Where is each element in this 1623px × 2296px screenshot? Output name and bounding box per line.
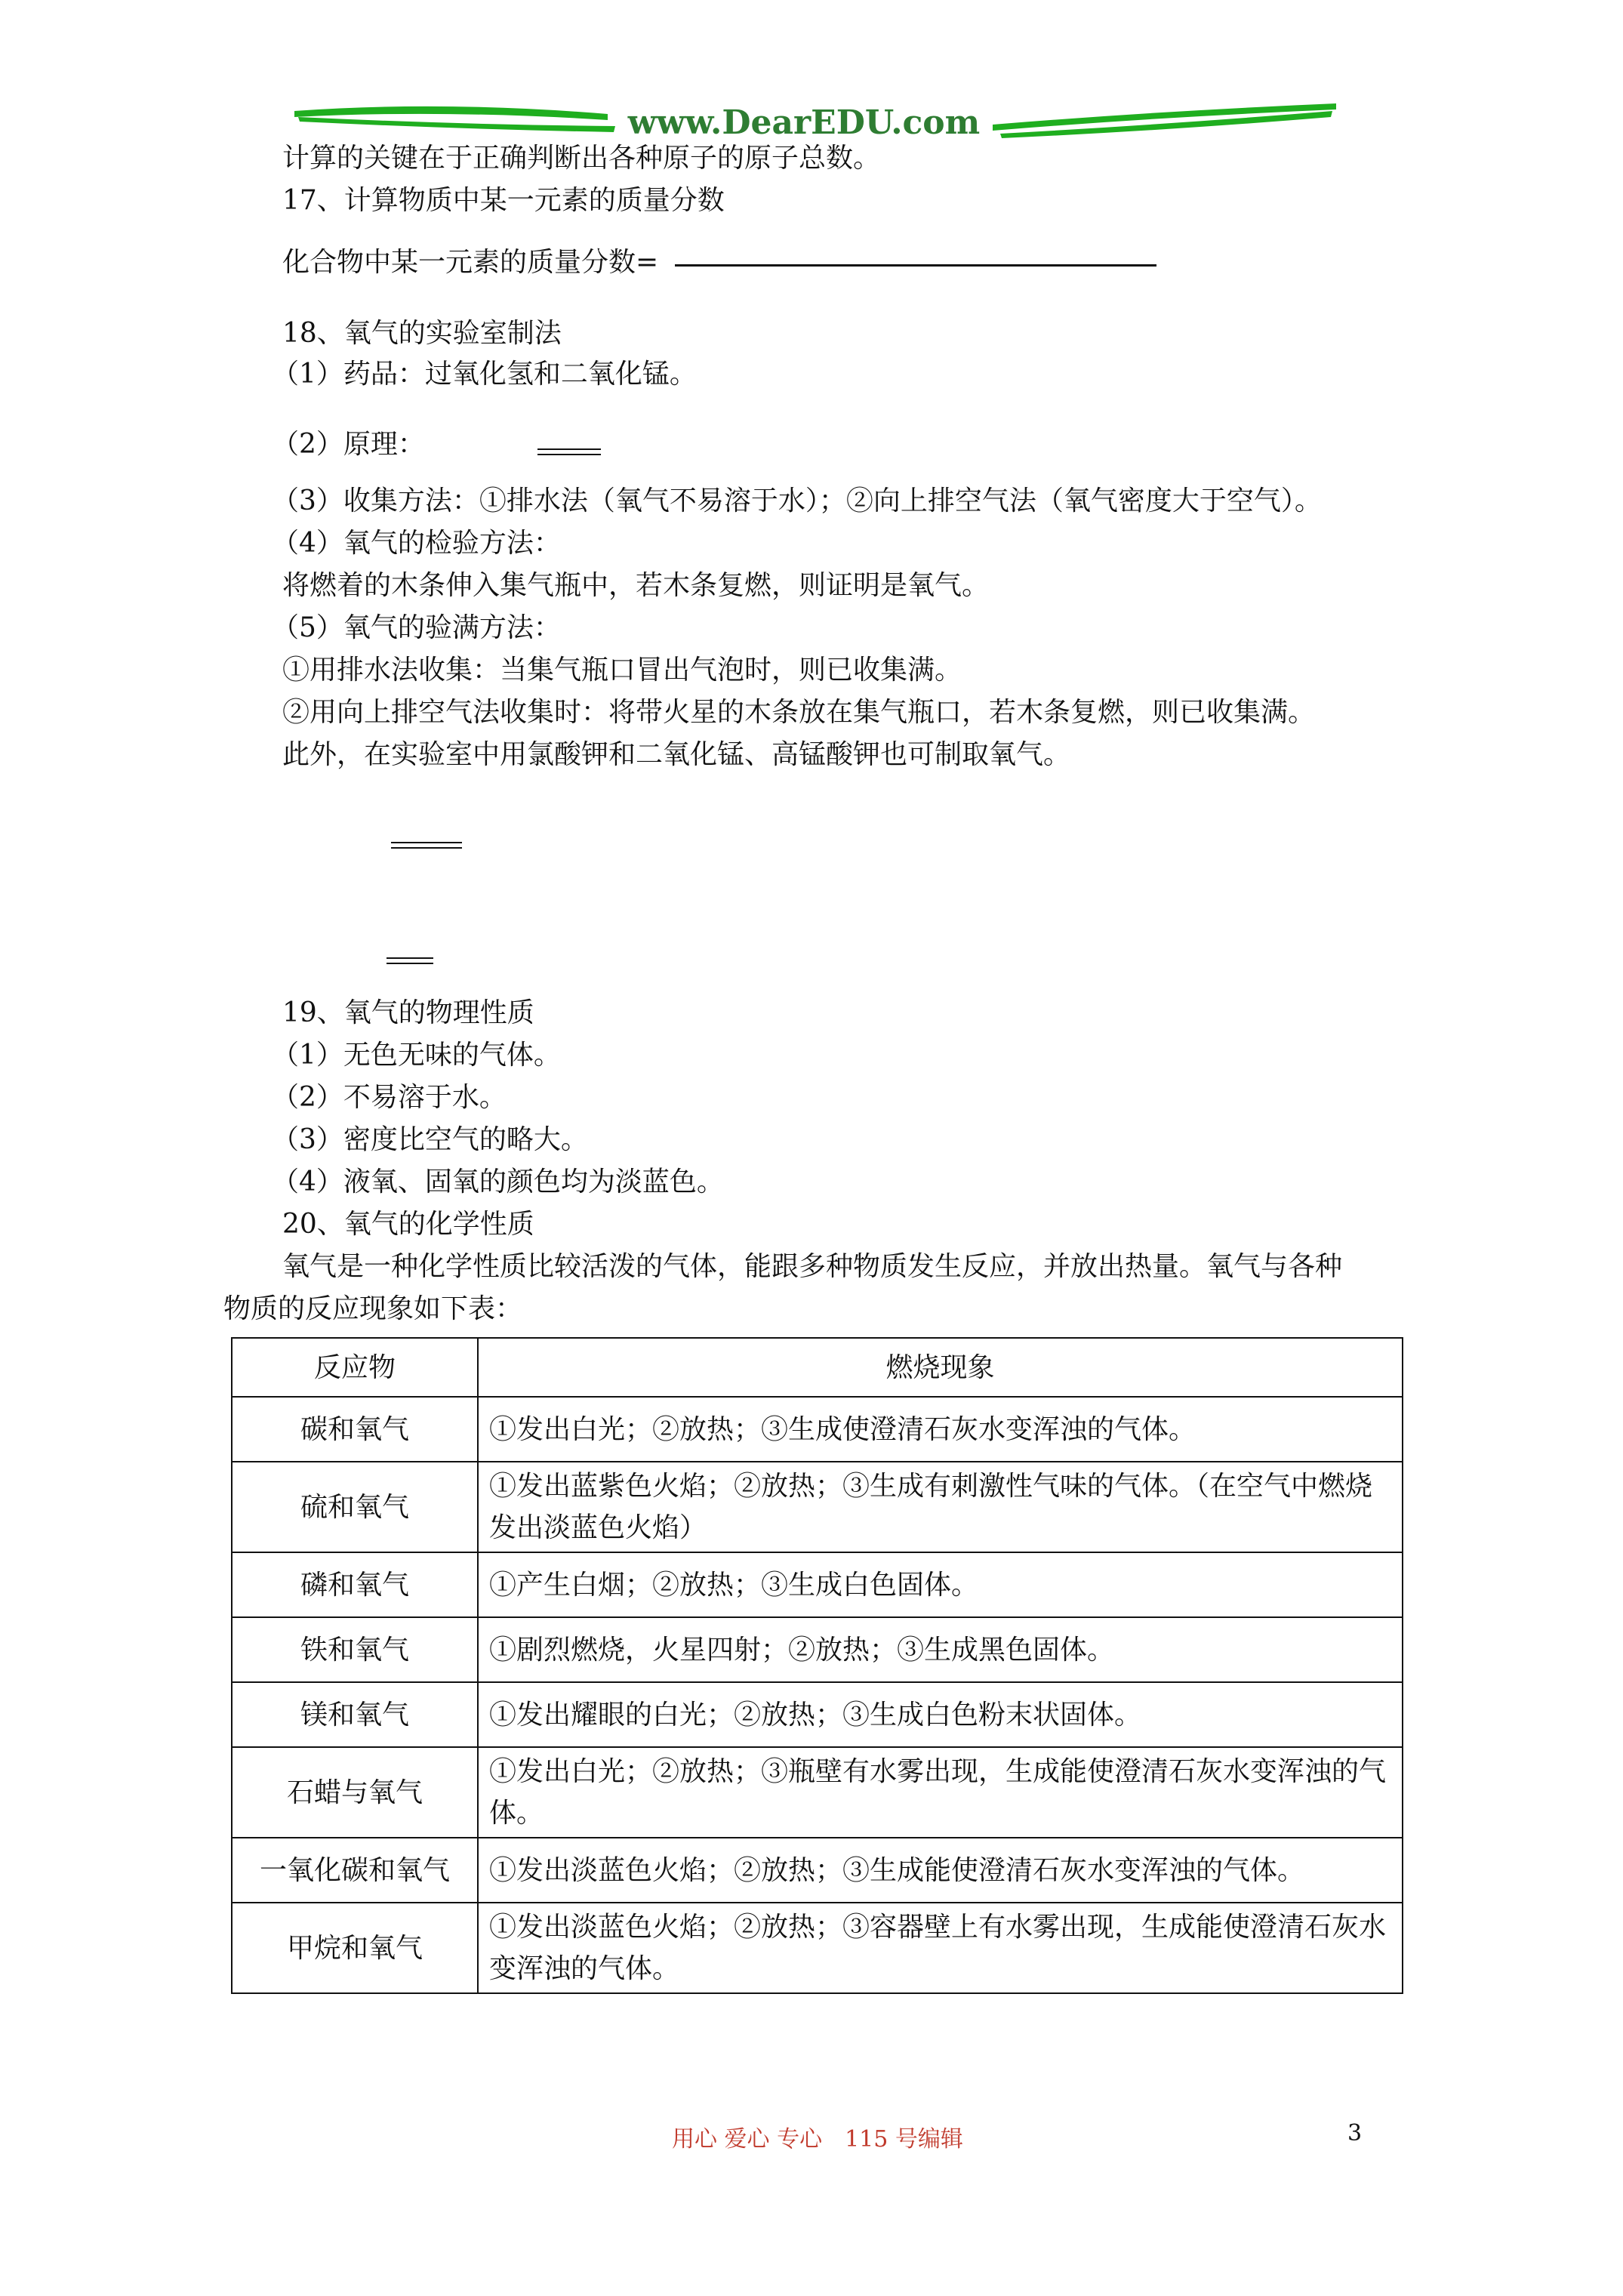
text-line: 氧气是一种化学性质比较活泼的气体，能跟多种物质发生反应，并放出热量。氧气与各种 [282, 1251, 1343, 1282]
section-heading-20: 20、氧气的化学性质 [282, 1209, 534, 1240]
text-line: （4）氧气的检验方法： [272, 528, 561, 559]
reactant-cell: 镁和氧气 [232, 1682, 478, 1747]
reaction-arrow [391, 842, 462, 849]
section-heading-18: 18、氧气的实验室制法 [282, 318, 562, 349]
site-name: www.DearEDU.com [627, 103, 981, 142]
reaction-arrow [537, 448, 601, 455]
table-row [232, 1617, 1403, 1682]
phenomenon-cell: ①发出白光；②放热；③瓶壁有水雾出现，生成能使澄清石灰水变浑浊的气体。 [478, 1747, 1403, 1838]
table-row [232, 1462, 1403, 1552]
text-line: （4）液氧、固氧的颜色均为淡蓝色。 [272, 1166, 724, 1197]
text-line: ①用排水法收集：当集气瓶口冒出气泡时，则已收集满。 [282, 655, 962, 686]
table-row [232, 1682, 1403, 1747]
table-header-row [232, 1338, 1403, 1397]
section-heading-17: 17、计算物质中某一元素的质量分数 [282, 185, 725, 216]
table-row [232, 1747, 1403, 1838]
table-row [232, 1838, 1403, 1903]
reaction-arrow [387, 957, 433, 964]
text-line: 此外，在实验室中用氯酸钾和二氧化锰、高锰酸钾也可制取氧气。 [282, 739, 1071, 770]
phenomenon-cell: ①发出淡蓝色火焰；②放热；③容器壁上有水雾出现，生成能使澄清石灰水变浑浊的气体。 [478, 1903, 1403, 1993]
reactant-cell: 碳和氧气 [232, 1397, 478, 1462]
text-line: ②用向上排空气法收集时：将带火星的木条放在集气瓶口，若木条复燃，则已收集满。 [282, 697, 1316, 728]
text-line: （2）不易溶于水。 [272, 1082, 507, 1113]
text-line: （2）原理： [272, 429, 425, 460]
reactant-cell: 甲烷和氧气 [232, 1903, 478, 1993]
section-heading-19: 19、氧气的物理性质 [282, 997, 534, 1028]
phenomenon-cell: ①发出耀眼的白光；②放热；③生成白色粉末状固体。 [478, 1682, 1403, 1747]
formula-line: 化合物中某一元素的质量分数= [282, 247, 659, 278]
reaction-phenomena-table [231, 1337, 1403, 1994]
table-row [232, 1552, 1403, 1617]
reactant-cell: 硫和氧气 [232, 1462, 478, 1552]
phenomenon-cell: ①发出蓝紫色火焰；②放热；③生成有刺激性气味的气体。（在空气中燃烧发出淡蓝色火焰） [478, 1462, 1403, 1552]
reactant-cell: 石蜡与氧气 [232, 1747, 478, 1838]
table-row [232, 1903, 1403, 1993]
text-line: （3）密度比空气的略大。 [272, 1124, 588, 1155]
text-line: （3）收集方法：①排水法（氧气不易溶于水）；②向上排空气法（氧气密度大于空气）。 [272, 485, 1322, 516]
phenomenon-cell: ①产生白烟；②放热；③生成白色固体。 [478, 1552, 1403, 1617]
reactant-cell: 一氧化碳和氧气 [232, 1838, 478, 1903]
reactant-cell: 铁和氧气 [232, 1617, 478, 1682]
text-line: 计算的关键在于正确判断出各种原子的原子总数。 [282, 143, 881, 174]
phenomenon-cell: ①发出白光；②放热；③生成使澄清石灰水变浑浊的气体。 [478, 1397, 1403, 1462]
phenomenon-cell: ①剧烈燃烧，火星四射；②放热；③生成黑色固体。 [478, 1617, 1403, 1682]
text-line: （1）药品：过氧化氢和二氧化锰。 [272, 359, 697, 390]
table-row [232, 1397, 1403, 1462]
text-line: （1）无色无味的气体。 [272, 1040, 561, 1071]
text-line: （5）氧气的验满方法： [272, 612, 561, 643]
text-line: 物质的反应现象如下表： [223, 1293, 523, 1324]
page-number: 3 [1347, 2120, 1363, 2147]
table-header-cell: 燃烧现象 [478, 1338, 1403, 1397]
phenomenon-cell: ①发出淡蓝色火焰；②放热；③生成能使澄清石灰水变浑浊的气体。 [478, 1838, 1403, 1903]
reactant-cell: 磷和氧气 [232, 1552, 478, 1617]
text-line: 将燃着的木条伸入集气瓶中，若木条复燃，则证明是氧气。 [282, 570, 990, 601]
table-header-cell: 反应物 [232, 1338, 478, 1397]
footer-text: 用心 爱心 专心 115 号编辑 [672, 2126, 963, 2153]
fraction-bar [675, 264, 1156, 267]
